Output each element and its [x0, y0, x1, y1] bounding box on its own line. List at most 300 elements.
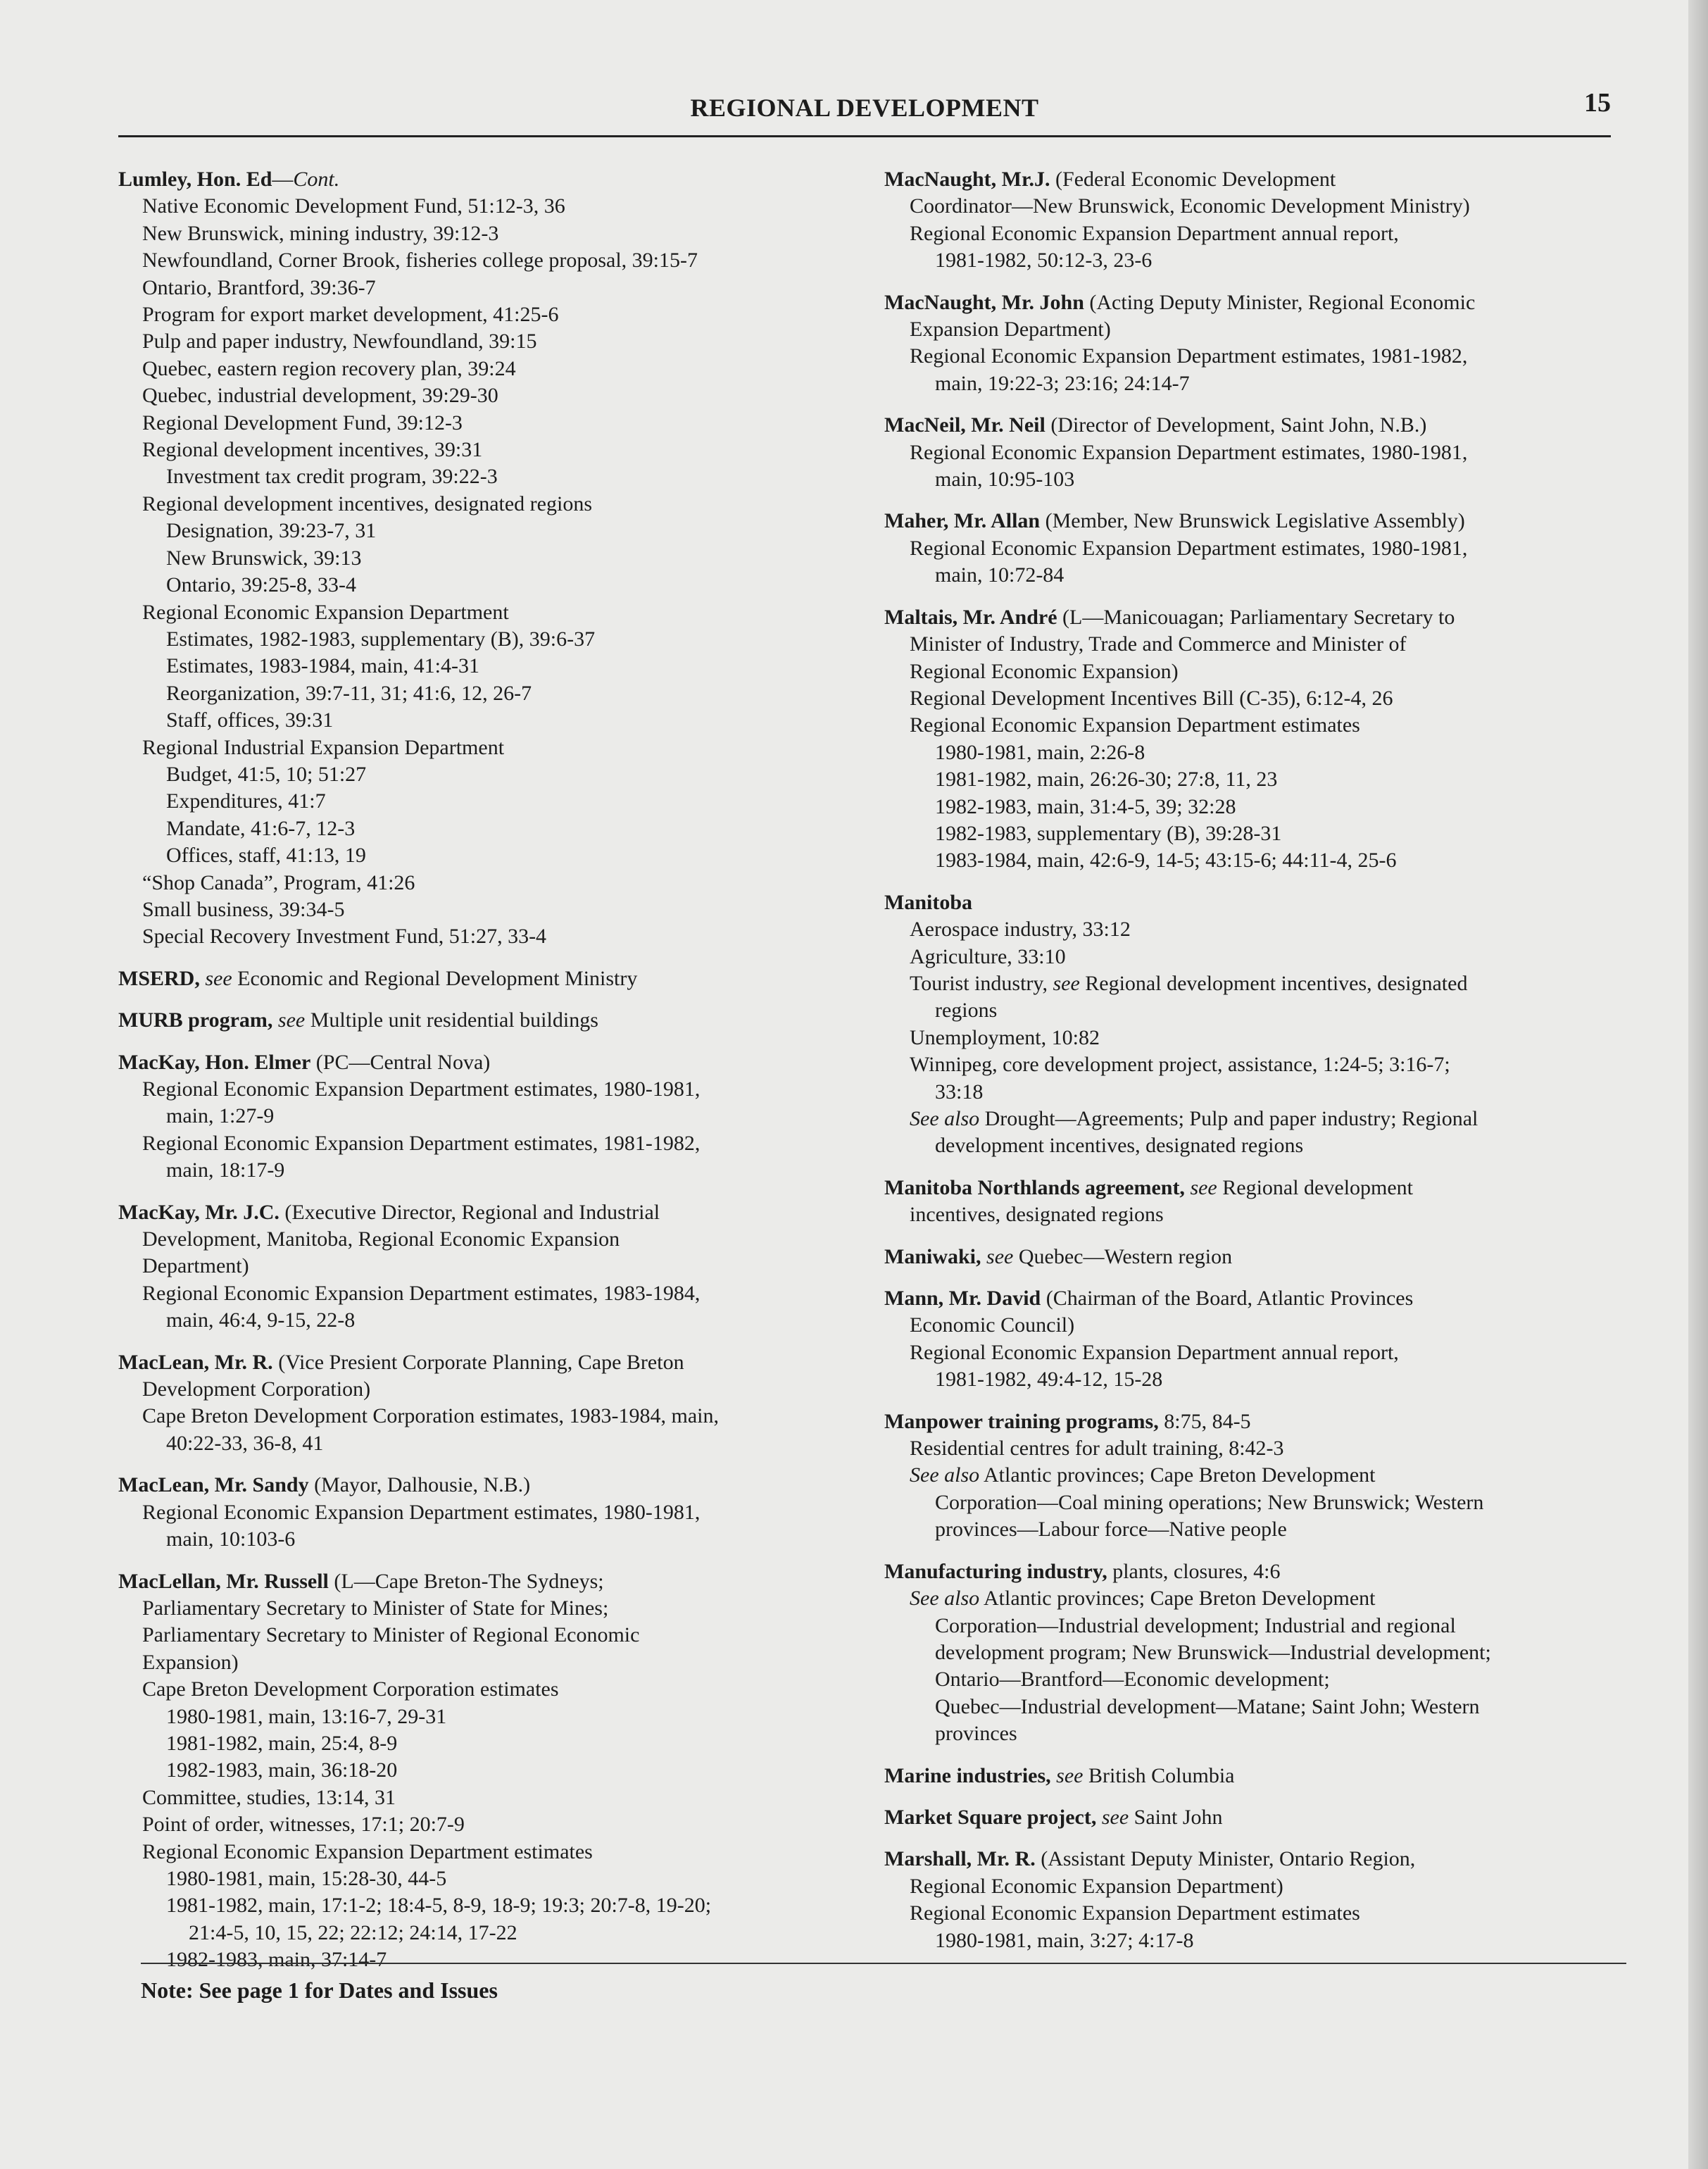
index-subentry [884, 1339, 1645, 1366]
index-entry [884, 1804, 1645, 1831]
entry-text: Regional Economic Expansion Department estimates, 1981-1982, [142, 1131, 701, 1155]
entry-text: (L—Cape Breton-The Sydneys; [328, 1569, 604, 1593]
heading-text: MURB program, [118, 1008, 273, 1032]
index-subentry [118, 788, 836, 815]
entry-text: Regional Economic Expansion Department annual report, [910, 221, 1399, 245]
index-subentry [884, 193, 1645, 220]
entry-text: Offices, staff, 41:13, 19 [166, 844, 366, 868]
index-subentry [884, 685, 1645, 712]
entry-text: (Mayor, Dalhousie, N.B.) [308, 1473, 531, 1497]
entry-text: Quebec, industrial development, 39:29-30 [142, 384, 498, 408]
index-subentry [884, 535, 1645, 562]
index-subentry [884, 1051, 1645, 1078]
index-subentry [118, 1307, 836, 1334]
entry-text: Tourist industry, [910, 971, 1053, 995]
cross-reference-text: See also [910, 1107, 980, 1130]
heading-text: Manpower training programs, [884, 1409, 1159, 1433]
entry-text: (L—Manicouagan; Parliamentary Secretary to [1057, 605, 1455, 629]
entry-text: main, 18:17-9 [166, 1158, 285, 1182]
index-heading [118, 965, 836, 992]
index-subentry [884, 1516, 1645, 1543]
heading-text: Lumley, Hon. Ed [118, 168, 272, 191]
heading-text: MacLellan, Mr. Russell [118, 1569, 329, 1593]
entry-text: development program; New Brunswick—Industrial development; [935, 1640, 1491, 1664]
entry-text: Atlantic provinces; Cape Breton Development [979, 1587, 1376, 1611]
page-header [118, 87, 1611, 137]
entry-text: 1982-1983, main, 36:18-20 [166, 1758, 398, 1782]
index-subentry [118, 1839, 836, 1865]
index-entry [118, 1472, 836, 1553]
index-subentry [884, 1873, 1645, 1900]
index-subentry [118, 247, 836, 274]
index-subentry [884, 1900, 1645, 1927]
entry-text: Regional development incentives, 39:31 [142, 438, 483, 462]
index-subentry [118, 1130, 836, 1157]
entry-text: Staff, offices, 39:31 [166, 708, 334, 732]
entry-text: 1980-1981, main, 2:26-8 [935, 740, 1145, 764]
index-subentry [884, 658, 1645, 685]
index-entry [118, 965, 836, 992]
heading-text: MSERD, [118, 966, 200, 990]
index-subentry [118, 1704, 836, 1730]
index-subentry [118, 193, 836, 220]
index-subentry [884, 1666, 1645, 1693]
entry-text: 1980-1981, main, 13:16-7, 29-31 [166, 1704, 447, 1728]
index-entry [884, 1244, 1645, 1270]
index-subentry [118, 1730, 836, 1757]
entry-text: Regional development incentives, designated regions [142, 492, 592, 515]
index-subentry [118, 1946, 836, 1973]
entry-text: Development Corporation) [142, 1377, 371, 1401]
index-subentry [118, 735, 836, 761]
footer-note: Note: See page 1 for Dates and Issues [141, 1977, 498, 2003]
entry-text: Expansion) [142, 1650, 239, 1674]
entry-text: main, 46:4, 9-15, 22-8 [166, 1308, 356, 1332]
entry-text: main, 10:72-84 [935, 563, 1065, 587]
index-subentry [118, 1526, 836, 1553]
entry-text: Minister of Industry, Trade and Commerce and Minister of [910, 632, 1407, 656]
entry-text: Regional Economic Expansion) [910, 659, 1179, 683]
index-subentry [118, 1784, 836, 1811]
entry-text: Native Economic Development Fund, 51:12-3, 36 [142, 194, 565, 218]
entry-text: Program for export market development, 41:25-6 [142, 303, 559, 327]
index-subentry [884, 316, 1645, 343]
index-subentry [118, 301, 836, 328]
entry-text: Regional Development Fund, 39:12-3 [142, 411, 463, 435]
entry-text: Newfoundland, Corner Brook, fisheries college proposal, 39:15-7 [142, 249, 698, 273]
header-rule [118, 135, 1611, 137]
index-subentry [118, 1622, 836, 1649]
index-subentry [884, 712, 1645, 739]
index-subentry [118, 1376, 836, 1403]
entry-text: Quebec—Industrial development—Matane; Saint John; Western [935, 1694, 1480, 1718]
cross-reference-text: see [1050, 1763, 1084, 1787]
entry-text: Regional Economic Expansion Department estimates, 1980-1981, [142, 1500, 701, 1524]
index-heading [118, 1007, 836, 1034]
entry-text: 40:22-33, 36-8, 41 [166, 1431, 324, 1455]
index-subentry [118, 599, 836, 626]
index-subentry [884, 1639, 1645, 1666]
index-heading [884, 604, 1645, 631]
entry-text: main, 10:103-6 [166, 1527, 296, 1551]
heading-text: Marshall, Mr. R. [884, 1847, 1036, 1871]
entry-text: Economic and Regional Development Ministry [232, 966, 638, 990]
entry-text: provinces—Labour force—Native people [935, 1518, 1287, 1542]
entry-text: Parliamentary Secretary to Minister of State for Mines; [142, 1596, 609, 1620]
index-entry [884, 1175, 1645, 1229]
entry-text: Regional Economic Expansion Department annual report, [910, 1340, 1399, 1364]
index-entry [884, 1558, 1645, 1748]
index-subentry [118, 1811, 836, 1838]
index-subentry [884, 247, 1645, 274]
entry-text: Estimates, 1982-1983, supplementary (B), 39:6-37 [166, 627, 596, 651]
entry-text: (Chairman of the Board, Atlantic Provinces [1041, 1287, 1414, 1311]
entry-text: Regional development incentives, designated [1079, 971, 1468, 995]
entry-text: 1982-1983, main, 37:14-7 [166, 1948, 387, 1972]
entry-text: Pulp and paper industry, Newfoundland, 39:15 [142, 330, 537, 354]
entry-text: (Member, New Brunswick Legislative Assembly) [1040, 509, 1465, 533]
entry-text: Regional Economic Expansion Department estimates [910, 713, 1360, 737]
index-heading [884, 1244, 1645, 1270]
entry-text: Regional Economic Expansion Department [142, 600, 509, 624]
entry-text: regions [935, 999, 998, 1023]
entry-text: Budget, 41:5, 10; 51:27 [166, 762, 367, 786]
entry-text: Quebec—Western region [1013, 1244, 1233, 1268]
entry-text: Estimates, 1983-1984, main, 41:4-31 [166, 654, 479, 678]
index-subentry [118, 761, 836, 788]
entry-text: Ontario, 39:25-8, 33-4 [166, 573, 356, 597]
index-heading [118, 1472, 836, 1499]
index-subentry [118, 1865, 836, 1892]
index-entry [118, 1349, 836, 1458]
entry-text: Agriculture, 33:10 [910, 944, 1066, 968]
entry-text: Quebec, eastern region recovery plan, 39:24 [142, 356, 516, 380]
index-subentry [118, 815, 836, 842]
index-subentry [884, 944, 1645, 970]
heading-text: MacLean, Mr. R. [118, 1350, 273, 1374]
index-subentry [884, 370, 1645, 397]
index-subentry [884, 766, 1645, 793]
entry-text: 8:75, 84-5 [1158, 1409, 1251, 1433]
index-column-left [118, 166, 836, 1989]
index-entry [118, 1199, 836, 1334]
index-entry [118, 1007, 836, 1034]
entry-text: (Executive Director, Regional and Industrial [279, 1200, 660, 1224]
index-subentry [884, 1585, 1645, 1612]
index-subentry [884, 1079, 1645, 1106]
index-entry [118, 1049, 836, 1184]
index-entry [884, 412, 1645, 493]
heading-text: Manitoba [884, 890, 973, 914]
index-subentry [118, 382, 836, 409]
index-subentry [884, 466, 1645, 493]
entry-text: New Brunswick, 39:13 [166, 546, 362, 570]
entry-text: Investment tax credit program, 39:22-3 [166, 465, 498, 489]
entry-text: Multiple unit residential buildings [305, 1008, 598, 1032]
index-subentry [118, 1595, 836, 1622]
index-heading [118, 1199, 836, 1226]
heading-text: MacNeil, Mr. Neil [884, 413, 1045, 437]
index-subentry [118, 1499, 836, 1526]
index-column-right [884, 166, 1645, 1969]
index-entry [884, 604, 1645, 875]
index-subentry [884, 1462, 1645, 1489]
cross-reference-text: see [199, 966, 232, 990]
index-subentry [118, 1103, 836, 1130]
index-subentry [118, 220, 836, 247]
entry-text: Expenditures, 41:7 [166, 789, 326, 813]
index-subentry [118, 518, 836, 544]
cross-reference-text: see [1096, 1805, 1129, 1829]
index-subentry [118, 463, 836, 490]
index-subentry [118, 328, 836, 355]
index-subentry [118, 1157, 836, 1184]
entry-text: 1980-1981, main, 3:27; 4:17-8 [935, 1928, 1194, 1952]
entry-text: Saint John [1129, 1805, 1223, 1829]
index-subentry [118, 870, 836, 896]
entry-text: 1981-1982, 50:12-3, 23-6 [935, 249, 1153, 273]
entry-text: Regional Development Incentives Bill (C-35), 6:12-4, 26 [910, 686, 1393, 710]
index-subentry [884, 820, 1645, 847]
entry-text: Mandate, 41:6-7, 12-3 [166, 816, 356, 840]
entry-text: New Brunswick, mining industry, 39:12-3 [142, 221, 499, 245]
index-subentry [884, 1720, 1645, 1747]
index-subentry [118, 1676, 836, 1703]
index-heading [118, 1349, 836, 1376]
entry-text: Corporation—Industrial development; Industrial and regional [935, 1613, 1456, 1637]
index-heading [884, 289, 1645, 316]
index-heading [118, 166, 836, 193]
index-subentry [118, 707, 836, 734]
index-subentry [884, 916, 1645, 943]
index-entry [884, 289, 1645, 398]
entry-text: (PC—Central Nova) [310, 1050, 491, 1074]
index-heading [884, 1408, 1645, 1435]
entry-text: (Acting Deputy Minister, Regional Economic [1084, 290, 1476, 314]
entry-text: 1982-1983, supplementary (B), 39:28-31 [935, 821, 1282, 845]
index-entry [884, 1846, 1645, 1954]
index-subentry [884, 1927, 1645, 1954]
entry-text: Committee, studies, 13:14, 31 [142, 1785, 396, 1809]
entry-text: Coordinator—New Brunswick, Economic Development Ministry) [910, 194, 1470, 218]
index-subentry [118, 491, 836, 518]
index-subentry [118, 1280, 836, 1307]
index-heading [884, 412, 1645, 439]
index-subentry [118, 653, 836, 680]
index-subentry [884, 1312, 1645, 1339]
heading-text: MacKay, Mr. J.C. [118, 1200, 280, 1224]
index-subentry [118, 437, 836, 463]
entry-text: Regional Economic Expansion Department estimates, 1980-1981, [142, 1077, 701, 1101]
entry-text: Parliamentary Secretary to Minister of Regional Economic [142, 1623, 640, 1647]
heading-text: MacLean, Mr. Sandy [118, 1473, 309, 1497]
entry-text: Regional Economic Expansion Department estimates, 1981-1982, [910, 344, 1468, 368]
index-subentry [118, 1226, 836, 1253]
entry-text: 21:4-5, 10, 15, 22; 22:12; 24:14, 17-22 [189, 1920, 517, 1944]
index-heading [884, 1175, 1645, 1201]
index-subentry [884, 1025, 1645, 1051]
heading-text: Manitoba Northlands agreement, [884, 1175, 1185, 1199]
entry-text: Residential centres for adult training, 8:42-3 [910, 1437, 1284, 1461]
index-subentry [118, 680, 836, 707]
index-entry [884, 889, 1645, 1160]
index-subentry [118, 1757, 836, 1784]
entry-text: Cape Breton Development Corporation estimates [142, 1677, 559, 1701]
index-subentry [884, 794, 1645, 820]
index-subentry [884, 1489, 1645, 1516]
index-subentry [884, 1132, 1645, 1159]
index-subentry [884, 739, 1645, 766]
entry-text: Aerospace industry, 33:12 [910, 918, 1131, 942]
cross-reference-text: see [1053, 971, 1080, 995]
running-head: REGIONAL DEVELOPMENT [690, 94, 1039, 122]
index-subentry [884, 997, 1645, 1024]
entry-text: Expansion Department) [910, 318, 1111, 342]
index-entry [884, 166, 1645, 275]
index-subentry [118, 1076, 836, 1103]
entry-text: 1981-1982, 49:4-12, 15-28 [935, 1368, 1163, 1392]
heading-text: MacNaught, Mr.J. [884, 168, 1050, 191]
entry-text: (Federal Economic Development [1050, 168, 1336, 191]
index-entry [884, 1408, 1645, 1544]
index-subentry [118, 923, 836, 950]
entry-text: Atlantic provinces; Cape Breton Development [979, 1463, 1376, 1487]
index-heading [884, 508, 1645, 535]
entry-text: Regional Economic Expansion Department estimates [142, 1839, 593, 1863]
index-entry [884, 1285, 1645, 1394]
entry-text: 1980-1981, main, 15:28-30, 44-5 [166, 1866, 447, 1890]
entry-text: “Shop Canada”, Program, 41:26 [142, 870, 415, 894]
cross-reference-text: Cont. [293, 168, 340, 191]
cross-reference-text: see [981, 1244, 1014, 1268]
entry-text: Ontario—Brantford—Economic development; [935, 1668, 1330, 1692]
entry-text: Reorganization, 39:7-11, 31; 41:6, 12, 26-7 [166, 681, 532, 705]
entry-text: (Assistant Deputy Minister, Ontario Region, [1035, 1847, 1416, 1871]
heading-text: Maniwaki, [884, 1244, 981, 1268]
entry-text: Designation, 39:23-7, 31 [166, 519, 377, 543]
cross-reference-text: See also [910, 1587, 980, 1611]
index-subentry [118, 275, 836, 301]
index-heading [118, 1568, 836, 1595]
index-subentry [118, 842, 836, 869]
entry-text: Cape Breton Development Corporation estimates, 1983-1984, main, [142, 1404, 719, 1428]
entry-text: Special Recovery Investment Fund, 51:27, 33-4 [142, 925, 547, 949]
index-heading [884, 1804, 1645, 1831]
heading-text: Market Square project, [884, 1805, 1097, 1829]
page-number: 15 [1584, 88, 1611, 118]
index-subentry [884, 970, 1645, 997]
entry-text: 1982-1983, main, 31:4-5, 39; 32:28 [935, 794, 1236, 818]
heading-text: Maher, Mr. Allan [884, 509, 1041, 533]
entry-text: 33:18 [935, 1080, 984, 1104]
index-subentry [118, 626, 836, 653]
entry-text: — [272, 168, 294, 191]
entry-text: development incentives, designated regions [935, 1134, 1304, 1158]
heading-text: Maltais, Mr. André [884, 605, 1057, 629]
index-subentry [884, 1435, 1645, 1462]
index-subentry [118, 545, 836, 572]
footer-rule [141, 1963, 1626, 1964]
entry-text: Regional Economic Expansion Department) [910, 1874, 1283, 1898]
cross-reference-text: see [272, 1008, 306, 1032]
index-subentry [884, 220, 1645, 247]
entry-text: 1983-1984, main, 42:6-9, 14-5; 43:15-6; 44:11-4, 25-6 [935, 849, 1397, 873]
entry-text: Point of order, witnesses, 17:1; 20:7-9 [142, 1813, 465, 1837]
entry-text: Regional Economic Expansion Department estimates, 1980-1981, [910, 536, 1468, 560]
index-subentry [118, 896, 836, 923]
entry-text: Regional Industrial Expansion Department [142, 735, 505, 759]
index-entry [118, 166, 836, 951]
heading-text: MacNaught, Mr. John [884, 290, 1084, 314]
index-subentry [118, 1649, 836, 1676]
index-subentry [118, 1403, 836, 1430]
entry-text: Regional Economic Expansion Department estimates [910, 1901, 1360, 1925]
index-subentry [118, 1430, 836, 1457]
entry-text: Ontario, Brantford, 39:36-7 [142, 275, 376, 299]
index-subentry [118, 572, 836, 599]
entry-text: Corporation—Coal mining operations; New Brunswick; Western [935, 1490, 1484, 1514]
index-heading [884, 889, 1645, 916]
index-entry [884, 508, 1645, 589]
entry-text: plants, closures, 4:6 [1107, 1559, 1281, 1583]
index-subentry [118, 1892, 836, 1919]
heading-text: Mann, Mr. David [884, 1287, 1041, 1311]
entry-text: Development, Manitoba, Regional Economic Expansion [142, 1227, 620, 1251]
entry-text: 1981-1982, main, 25:4, 8-9 [166, 1731, 398, 1755]
entry-text: incentives, designated regions [910, 1203, 1164, 1227]
entry-text: Regional Economic Expansion Department estimates, 1983-1984, [142, 1281, 701, 1305]
heading-text: MacKay, Hon. Elmer [118, 1050, 311, 1074]
index-subentry [118, 1920, 836, 1946]
index-entry [118, 1568, 836, 1974]
index-subentry [884, 1106, 1645, 1132]
index-subentry [884, 1366, 1645, 1393]
index-heading [884, 166, 1645, 193]
entry-text: 1981-1982, main, 26:26-30; 27:8, 11, 23 [935, 768, 1278, 792]
entry-text: Regional development [1217, 1175, 1414, 1199]
index-heading [884, 1558, 1645, 1585]
index-subentry [118, 1253, 836, 1280]
binding-shadow [1688, 0, 1708, 2169]
index-subentry [884, 1613, 1645, 1639]
entry-text: Unemployment, 10:82 [910, 1025, 1100, 1049]
index-subentry [884, 562, 1645, 589]
entry-text: (Vice Presient Corporate Planning, Cape Breton [272, 1350, 684, 1374]
entry-text: 1981-1982, main, 17:1-2; 18:4-5, 8-9, 18-9; 19:3; 20:7-8, 19-20; [166, 1894, 712, 1918]
index-entry [884, 1763, 1645, 1789]
index-subentry [884, 1694, 1645, 1720]
entry-text: Department) [142, 1254, 249, 1278]
cross-reference-text: See also [910, 1463, 980, 1487]
cross-reference-text: see [1184, 1175, 1217, 1199]
index-subentry [118, 356, 836, 382]
index-subentry [118, 410, 836, 437]
index-subentry [884, 343, 1645, 370]
heading-text: Marine industries, [884, 1763, 1051, 1787]
entry-text: main, 19:22-3; 23:16; 24:14-7 [935, 371, 1190, 395]
index-subentry [884, 1201, 1645, 1228]
entry-text: Small business, 39:34-5 [142, 897, 345, 921]
entry-text: Winnipeg, core development project, assistance, 1:24-5; 3:16-7; [910, 1053, 1450, 1077]
entry-text: main, 1:27-9 [166, 1104, 275, 1128]
index-heading [118, 1049, 836, 1076]
entry-text: provinces [935, 1722, 1017, 1746]
index-subentry [884, 847, 1645, 874]
entry-text: Regional Economic Expansion Department estimates, 1980-1981, [910, 440, 1468, 464]
entry-text: Economic Council) [910, 1313, 1075, 1337]
index-subentry [884, 439, 1645, 466]
index-subentry [884, 631, 1645, 658]
